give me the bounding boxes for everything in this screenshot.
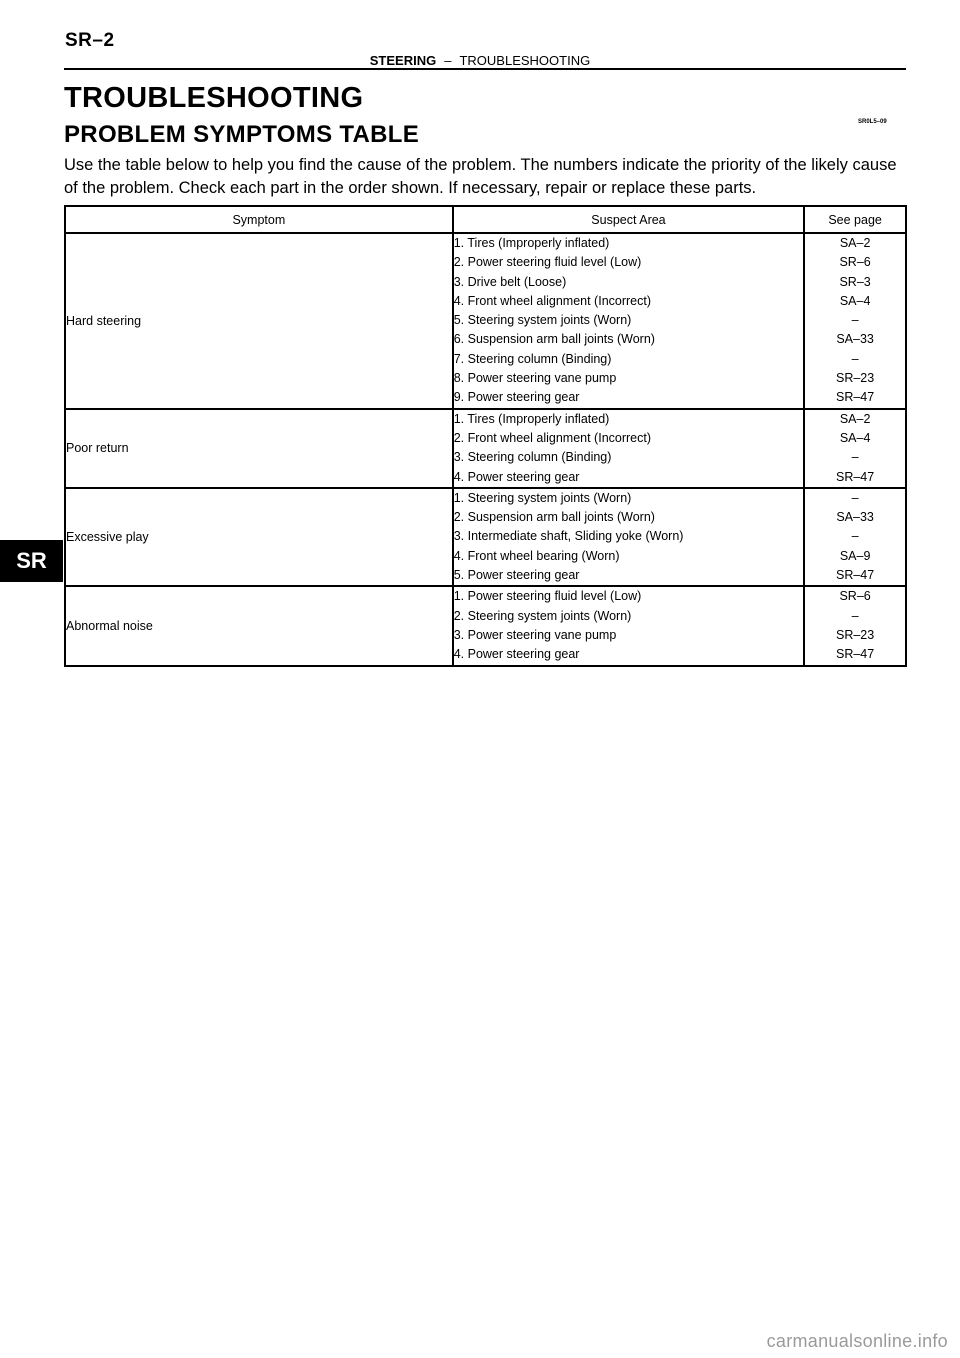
table-body (65, 233, 906, 666)
page-reference: SR–6 (839, 589, 871, 604)
see-page-cell (804, 233, 906, 409)
section-title: PROBLEM SYMPTOMS TABLE (64, 121, 420, 148)
page-reference: SA–9 (839, 548, 871, 563)
page-reference: SR–47 (835, 390, 875, 405)
page-reference: – (851, 351, 859, 366)
header-separator: – (444, 53, 452, 68)
page-title: TROUBLESHOOTING (64, 82, 364, 114)
page-reference: SA–33 (836, 510, 874, 525)
suspect-area-cell (453, 409, 805, 488)
symptom-group-row (65, 488, 906, 586)
symptom-cell: Poor return (65, 409, 453, 488)
suspect-area-item: 5. Steering system joints (Worn) (453, 313, 632, 328)
symptom-group-row (65, 586, 906, 665)
suspect-area-item: 6. Suspension arm ball joints (Worn) (453, 332, 655, 347)
section-name: STEERING (369, 53, 437, 68)
problem-symptoms-table (64, 205, 907, 667)
table-header-row (65, 206, 906, 233)
suspect-area-item: 2. Suspension arm ball joints (Worn) (453, 510, 655, 525)
suspect-area-cell (453, 233, 805, 409)
suspect-area-item: 9. Power steering gear (453, 390, 580, 405)
suspect-area-item: 3. Intermediate shaft, Sliding yoke (Worn) (453, 529, 684, 544)
column-header-see-page: See page (804, 206, 906, 233)
header-rule (64, 68, 906, 70)
suspect-area-cell (453, 586, 805, 665)
symptom-cell: Abnormal noise (65, 586, 453, 665)
suspect-area-item: 1. Power steering fluid level (Low) (453, 589, 642, 604)
suspect-area-item: 4. Power steering gear (453, 469, 580, 484)
page-reference: SA–4 (839, 430, 871, 445)
page-reference: – (851, 608, 859, 623)
column-header-suspect-area: Suspect Area (453, 206, 805, 233)
page-reference: SR–47 (835, 568, 875, 583)
page-reference: – (851, 450, 859, 465)
subsection-name: TROUBLESHOOTING (459, 53, 591, 68)
page-reference: SA–2 (839, 236, 871, 250)
page-reference: – (851, 313, 859, 328)
suspect-area-item: 1. Steering system joints (Worn) (453, 490, 632, 505)
suspect-area-cell (453, 488, 805, 586)
intro-paragraph: Use the table below to help you find the cause of the problem. The numbers indicate the priority of the likely cause of the problem. Check each part in the order shown. If necessary, repair or replace these parts. (64, 156, 897, 197)
suspect-area-item: 5. Power steering gear (453, 568, 580, 583)
suspect-area-item: 4. Front wheel bearing (Worn) (453, 548, 620, 563)
suspect-area-item: 2. Power steering fluid level (Low) (453, 255, 642, 270)
page-reference: SR–23 (835, 627, 875, 642)
suspect-area-item: 4. Power steering gear (453, 647, 580, 662)
page-reference: – (851, 490, 859, 505)
suspect-area-item: 2. Steering system joints (Worn) (453, 608, 632, 623)
suspect-area-item: 4. Front wheel alignment (Incorrect) (453, 293, 652, 308)
symptom-cell: Excessive play (65, 488, 453, 586)
document-code: SR0L5–09 (858, 119, 887, 125)
suspect-area-item: 2. Front wheel alignment (Incorrect) (453, 430, 652, 445)
page-reference: – (851, 529, 859, 544)
page-number: SR–2 (65, 30, 115, 51)
see-page-cell (804, 409, 906, 488)
page-reference: SR–3 (839, 274, 871, 289)
suspect-area-item: 1. Tires (Improperly inflated) (453, 411, 610, 426)
suspect-area-item: 3. Power steering vane pump (453, 627, 617, 642)
suspect-area-item: 7. Steering column (Binding) (453, 351, 612, 366)
suspect-area-item: 3. Steering column (Binding) (453, 450, 612, 465)
page-reference: SR–47 (835, 647, 875, 662)
page-reference: SR–23 (835, 371, 875, 386)
page-reference: SR–6 (839, 255, 871, 270)
see-page-cell (804, 586, 906, 665)
symptom-group-row (65, 409, 906, 488)
suspect-area-item: 3. Drive belt (Loose) (453, 274, 567, 289)
symptom-group-row (65, 233, 906, 409)
watermark-credit: carmanualsonline.info (766, 1331, 948, 1351)
running-header (0, 53, 960, 68)
page-reference: SA–4 (839, 293, 871, 308)
section-tab: SR (0, 540, 63, 582)
page-reference: SA–33 (836, 332, 874, 347)
see-page-cell (804, 488, 906, 586)
column-header-symptom: Symptom (65, 206, 453, 233)
page-reference: SA–2 (839, 411, 871, 426)
suspect-area-item: 1. Tires (Improperly inflated) (453, 236, 610, 250)
suspect-area-item: 8. Power steering vane pump (453, 371, 617, 386)
symptom-cell: Hard steering (65, 233, 453, 409)
page-reference: SR–47 (835, 469, 875, 484)
